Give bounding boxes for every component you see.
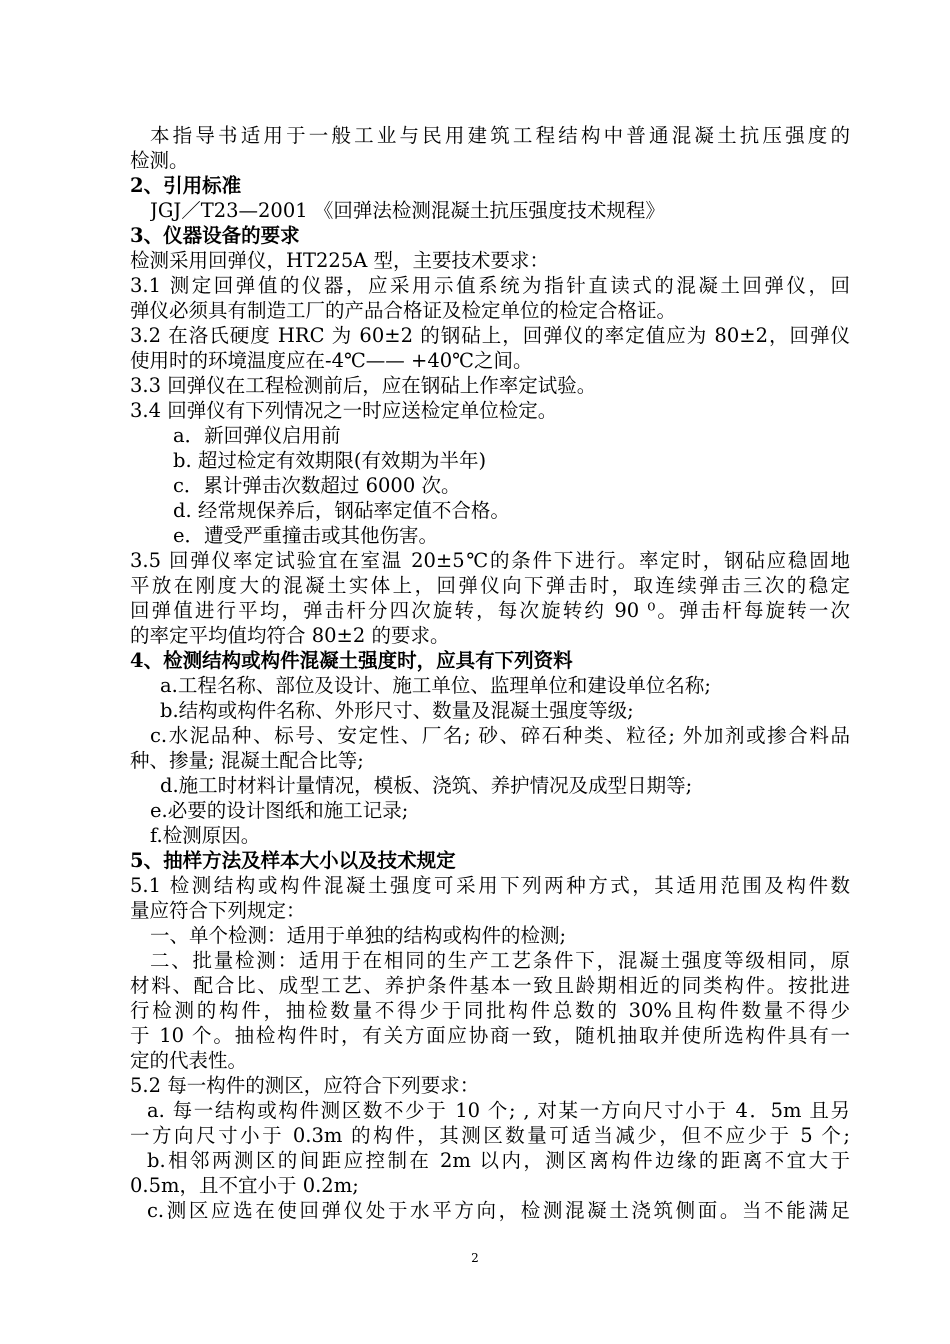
section-heading: 5、抽样方法及样本大小以及技术规定 [130,849,456,872]
paragraph-line: 种、掺量; 混凝土配合比等; [130,749,364,772]
list-item: b.结构或构件名称、外形尺寸、数量及混凝土强度等级; [160,699,634,722]
list-item: c.测区应选在使回弹仪处于水平方向，检测混凝土浇筑侧面。当不能满足 [147,1199,850,1222]
paragraph-line: 定的代表性。 [130,1049,248,1072]
paragraph-line: 5.1 检测结构或构件混凝土强度可采用下列两种方式，其适用范围及构件数 [130,874,850,897]
list-item: a. 每一结构或构件测区数不少于 10 个; , 对某一方向尺寸小于 4．5m 且另 [147,1099,850,1122]
paragraph-line: 于 10 个。抽检构件时，有关方面应协商一致，随机抽取并使所选构件具有一 [130,1024,850,1047]
list-item: c.水泥品种、标号、安定性、厂名; 砂、碎石种类、粒径; 外加剂或掺合料品 [150,724,850,747]
paragraph-line: 3.4 回弹仪有下列情况之一时应送检定单位检定。 [130,399,558,422]
section-heading: 2、引用标准 [130,174,242,197]
list-item: a．新回弹仪启用前 [173,424,341,447]
paragraph-line: 的率定平均值均符合 80±2 的要求。 [130,624,450,647]
paragraph-line: 弹仪必须具有制造工厂的产品合格证及检定单位的检定合格证。 [130,299,677,322]
list-item: d.施工时材料计量情况，模板、浇筑、养护情况及成型日期等; [160,774,693,797]
paragraph-line: 二、批量检测：适用于在相同的生产工艺条件下，混凝土强度等级相同，原 [150,949,850,972]
list-item: a.工程名称、部位及设计、施工单位、监理单位和建设单位名称; [160,674,711,697]
paragraph-line: 3.2 在洛氏硬度 HRC 为 60±2 的钢砧上，回弹仪的率定值应为 80±2，回弹仪 [130,324,850,347]
paragraph-line: 本指导书适用于一般工业与民用建筑工程结构中普通混凝土抗压强度的 [150,124,850,147]
paragraph-line: 平放在刚度大的混凝土实体上，回弹仪向下弹击时，取连续弹击三次的稳定 [130,574,850,597]
paragraph-line: 5.2 每一构件的测区，应符合下列要求： [130,1074,480,1097]
list-item: e.必要的设计图纸和施工记录; [150,799,409,822]
paragraph-line: 检测。 [130,149,189,172]
list-item: e．遭受严重撞击或其他伤害。 [173,524,439,547]
paragraph-line: 0.5m，且不宜小于 0.2m; [130,1174,359,1197]
paragraph-line: 量应符合下列规定： [130,899,306,922]
paragraph-line: 一方向尺寸小于 0.3m 的构件，其测区数量可适当减少，但不应少于 5 个; [130,1124,850,1147]
section-heading: 4、检测结构或构件混凝土强度时，应具有下列资料 [130,649,573,672]
paragraph-line: 回弹值进行平均，弹击杆分四次旋转，每次旋转约 90 ⁰。弹击杆每旋转一次 [130,599,850,622]
list-item: c．累计弹击次数超过 6000 次。 [173,474,461,497]
paragraph-line: 材料、配合比、成型工艺、养护条件基本一致且龄期相近的同类构件。按批进 [130,974,850,997]
list-item: b.相邻两测区的间距应控制在 2m 以内，测区离构件边缘的距离不宜大于 [147,1149,850,1172]
paragraph-line: JGJ／T23—2001 《回弹法检测混凝土抗压强度技术规程》 [150,199,665,222]
list-item: d. 经常规保养后，钢砧率定值不合格。 [173,499,510,522]
paragraph-line: 3.1 测定回弹值的仪器，应采用示值系统为指针直读式的混凝土回弹仪，回 [130,274,850,297]
paragraph-line: 检测采用回弹仪，HT225A 型，主要技术要求： [130,249,550,272]
list-item: f.检测原因。 [150,824,261,847]
section-heading: 3、仪器设备的要求 [130,224,300,247]
paragraph-line: 3.3 回弹仪在工程检测前后，应在钢砧上作率定试验。 [130,374,597,397]
paragraph-line: 行检测的构件，抽检数量不得少于同批构件总数的 30%且构件数量不得少 [130,999,850,1022]
list-item: b. 超过检定有效期限(有效期为半年) [173,449,487,472]
paragraph-line: 一、单个检测：适用于单独的结构或构件的检测; [150,924,567,947]
paragraph-line: 使用时的环境温度应在-4℃—— +40℃之间。 [130,349,533,372]
page-number: 2 [471,1251,479,1265]
paragraph-line: 3.5 回弹仪率定试验宜在室温 20±5℃的条件下进行。率定时，钢砧应稳固地 [130,549,850,572]
